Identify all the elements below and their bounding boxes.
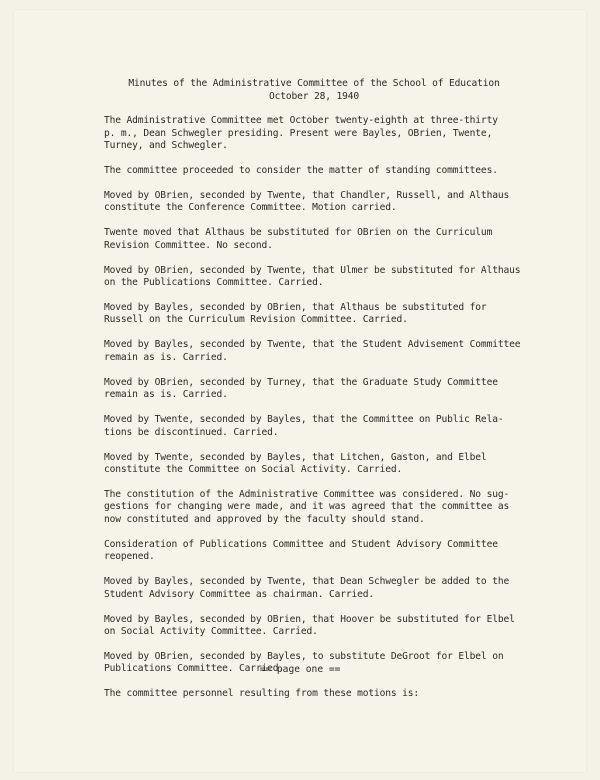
paragraph: The committee personnel resulting from these motions is: <box>104 688 420 700</box>
paragraph: Moved by Twente, seconded by Bayles, that the Committee on Public Rela- tions be discontinued. Carried. <box>104 414 504 438</box>
paragraph: Moved by Twente, seconded by Bayles, that Litchen, Gaston, and Elbel constitute the Committee on Social Activity. Carried. <box>104 451 487 476</box>
document-date: October 28, 1940 <box>268 90 359 102</box>
paragraph: The Administrative Committee met October twenty-eighth at three-thirty p. m., Dean Schwegler presiding. Present were Bayles, OBrien, Twente, Turney, and Schwegler. <box>104 115 498 151</box>
paragraph: Moved by Bayles, seconded by OBrien, that Hoover be substituted for Elbel on Social Activity Committee. Carried. <box>104 613 515 638</box>
paragraph: Consideration of Publications Committee and Student Advisory Committee reopened. <box>104 538 498 563</box>
document-title: Minutes of the Administrative Committee of the School of Education <box>128 78 500 89</box>
paragraph: Moved by Bayles, seconded by Twente, that Dean Schwegler be added to the Student Advisory Committee as chairman. Carried. <box>104 576 510 600</box>
paragraph: Moved by OBrien, seconded by Twente, that Chandler, Russell, and Althaus constitute the Conference Committee. Motion carried. <box>104 189 510 214</box>
title-block <box>104 78 524 103</box>
minutes-body <box>104 78 524 701</box>
paragraph: Moved by OBrien, seconded by Turney, that the Graduate Study Committee remain as is. Carried. <box>104 376 498 401</box>
paragraph: The constitution of the Administrative Committee was considered. No sug- gestions for changing were made, and it was agreed that the committee as now constituted and approved by the faculty should stand. <box>104 488 510 525</box>
paragraph: Moved by OBrien, seconded by Bayles, to substitute DeGroot for Elbel on Publications Committee. Carried. <box>104 650 504 675</box>
paragraph: Twente moved that Althaus be substituted for OBrien on the Curriculum Revision Committee. No second. <box>104 227 493 251</box>
paragraph: Moved by Bayles, seconded by OBrien, that Althaus be substituted for Russell on the Curriculum Revision Committee. Carried. <box>104 301 487 326</box>
page-footer: == page one == <box>259 664 341 675</box>
paragraph: Moved by Bayles, seconded by Twente, that the Student Advisement Committee remain as is. Carried. <box>104 339 521 363</box>
paragraph: The committee proceeded to consider the matter of standing committees. <box>104 164 498 176</box>
paragraph: Moved by OBrien, seconded by Twente, that Ulmer be substituted for Althaus on the Publications Committee. Carried. <box>104 264 521 289</box>
